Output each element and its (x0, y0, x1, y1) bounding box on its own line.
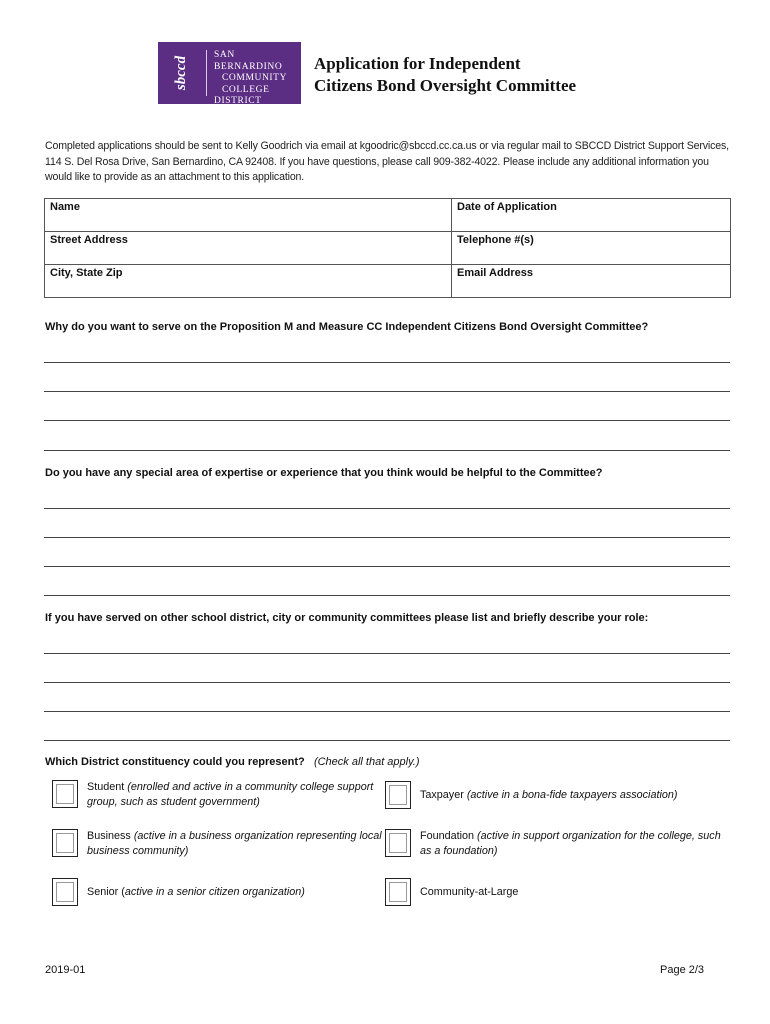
constituency-question (45, 756, 420, 768)
community-at-large-checkbox[interactable] (385, 878, 411, 906)
street-address-field[interactable]: Street Address (45, 232, 452, 265)
table-row (45, 232, 731, 265)
community-at-large-label: Community-at-Large (420, 886, 519, 898)
taxpayer-checkbox[interactable] (385, 781, 411, 809)
answer-line[interactable] (44, 391, 730, 392)
email-address-field[interactable]: Email Address (452, 265, 731, 298)
student-checkbox[interactable] (52, 780, 78, 808)
answer-line[interactable] (44, 450, 730, 451)
senior-checkbox[interactable] (52, 878, 78, 906)
senior-label: Senior (active in a senior citizen organization) (87, 886, 305, 898)
answer-line[interactable] (44, 537, 730, 538)
form-version: 2019-01 (45, 964, 86, 976)
telephone-field[interactable]: Telephone #(s) (452, 232, 731, 265)
answer-line[interactable] (44, 420, 730, 421)
question-other-committees: If you have served on other school district, city or community committees please list and briefly describe your role: (45, 612, 649, 624)
answer-line[interactable] (44, 566, 730, 567)
logo-line-4: DISTRICT (214, 96, 262, 106)
answer-line[interactable] (44, 653, 730, 654)
constituency-question-text: Which District constituency could you represent? (45, 756, 305, 768)
table-row (45, 265, 731, 298)
intro-paragraph: Completed applications should be sent to Kelly Goodrich via email at kgoodric@sbccd.cc.ca.us or via regular mail to SBCCD District Support Services, 114 S. Del Rosa Drive, San Bernardino, CA 92408. If you have questions, please call 909-382-4022. Please include any additional information you would like to provide as an attachment to this application. (45, 140, 729, 183)
business-checkbox[interactable] (52, 829, 78, 857)
svg-text:sbccd: sbccd (173, 55, 189, 91)
table-row (45, 199, 731, 232)
question-expertise: Do you have any special area of expertise or experience that you think would be helpful to the Committee? (45, 467, 603, 479)
business-label: Business (active in a business organization representing local business community) (87, 830, 382, 857)
page-number: Page 2/3 (660, 964, 705, 976)
page-title (314, 53, 576, 97)
sbccd-monogram-icon (168, 48, 202, 98)
applicant-info-table (44, 198, 731, 298)
answer-line[interactable] (44, 740, 730, 741)
foundation-label: Foundation (active in support organization for the college, such as a foundation) (420, 830, 721, 857)
answer-line[interactable] (44, 362, 730, 363)
question-why-serve: Why do you want to serve on the Proposition M and Measure CC Independent Citizens Bond Oversight Committee? (45, 321, 649, 333)
answer-line[interactable] (44, 508, 730, 509)
sbccd-logo (158, 42, 301, 104)
name-field[interactable]: Name (45, 199, 452, 232)
logo-wordmark (214, 50, 301, 108)
student-label: Student (enrolled and active in a community college support group, such as student government) (87, 781, 374, 808)
logo-line-1: SAN BERNARDINO (214, 50, 283, 72)
title-line-2: Citizens Bond Oversight Committee (314, 76, 577, 95)
logo-line-2: COMMUNITY (222, 73, 288, 83)
taxpayer-label: Taxpayer (active in a bona-fide taxpayers association) (420, 789, 678, 801)
title-line-1: Application for Independent (314, 54, 521, 73)
foundation-checkbox[interactable] (385, 829, 411, 857)
answer-line[interactable] (44, 682, 730, 683)
logo-line-3: COLLEGE (222, 84, 270, 95)
answer-line[interactable] (44, 711, 730, 712)
answer-line[interactable] (44, 595, 730, 596)
city-state-zip-field[interactable]: City, State Zip (45, 265, 452, 298)
logo-divider (206, 50, 207, 96)
date-of-application-field[interactable]: Date of Application (452, 199, 731, 232)
constituency-hint: (Check all that apply.) (313, 756, 420, 768)
